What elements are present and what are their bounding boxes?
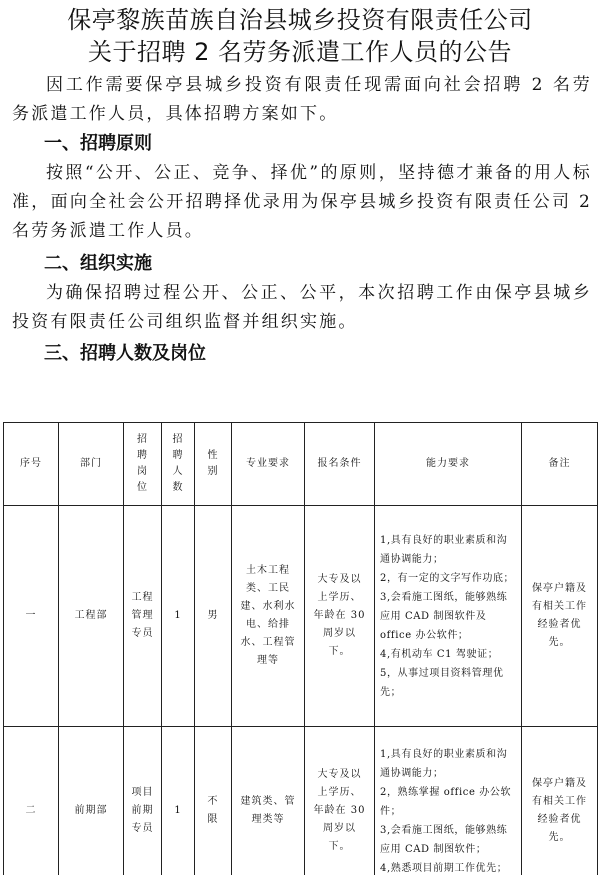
cell-count: 1 bbox=[162, 506, 195, 727]
ability-item: 2，熟练掌握 office 办公软件； bbox=[380, 786, 512, 817]
cell-major: 土木工程类、工民建、水利水电、给排水、工程管理等 bbox=[232, 506, 305, 727]
header-post: 招聘岗位 bbox=[124, 423, 162, 506]
section-1-heading: 一、招聘原则 bbox=[44, 133, 152, 154]
header-seq: 序号 bbox=[4, 423, 59, 506]
ability-item: 4,熟悉项目前期工作优先； bbox=[380, 862, 508, 874]
header-condition: 报名条件 bbox=[305, 423, 375, 506]
ability-item: 1,具有良好的职业素质和沟通协调能力； bbox=[380, 748, 508, 779]
cell-ability bbox=[375, 727, 522, 875]
cell-major: 建筑类、管理类等 bbox=[232, 727, 305, 875]
cell-gender: 不限 bbox=[195, 727, 232, 875]
header-gender: 性别 bbox=[195, 423, 232, 506]
cell-post: 项目前期专员 bbox=[124, 727, 162, 875]
cell-note: 保亭户籍及有相关工作经验者优先。 bbox=[522, 727, 598, 875]
ability-item: 1,具有良好的职业素质和沟通协调能力； bbox=[380, 534, 508, 565]
header-major: 专业要求 bbox=[232, 423, 305, 506]
cell-count: 1 bbox=[162, 727, 195, 875]
header-dept: 部门 bbox=[59, 423, 124, 506]
section-2-heading: 二、组织实施 bbox=[44, 253, 152, 274]
ability-item: 3,会看施工图纸，能够熟练应用 CAD 制图软件； bbox=[380, 824, 508, 855]
cell-condition: 大专及以上学历、年龄在 30 周岁以下。 bbox=[305, 727, 375, 875]
ability-item: 3,会看施工图纸，能够熟练应用 CAD 制图软件及 office 办公软件； bbox=[380, 591, 508, 641]
ability-item: 2，有一定的文字写作功底； bbox=[380, 572, 515, 584]
title-line-2: 关于招聘 2 名劳务派遣工作人员的公告 bbox=[87, 38, 513, 66]
ability-item: 5，从事过项目资料管理优先； bbox=[380, 667, 504, 698]
cell-seq: 一 bbox=[4, 506, 59, 727]
table-row bbox=[4, 506, 598, 727]
section-1-body: 按照“公开、公正、竞争、择优”的原则，坚持德才兼备的用人标准，面向全社会公开招聘择优录用为保亭县城乡投资有限责任公司 2 名劳务派遣工作人员。 bbox=[12, 163, 592, 241]
section-3-heading: 三、招聘人数及岗位 bbox=[44, 343, 206, 364]
cell-post: 工程管理专员 bbox=[124, 506, 162, 727]
cell-dept: 工程部 bbox=[59, 506, 124, 727]
recruitment-table bbox=[3, 422, 598, 875]
cell-dept: 前期部 bbox=[59, 727, 124, 875]
header-note: 备注 bbox=[522, 423, 598, 506]
cell-seq: 二 bbox=[4, 727, 59, 875]
table-row bbox=[4, 727, 598, 875]
cell-ability bbox=[375, 506, 522, 727]
section-2-body: 为确保招聘过程公开、公正、公平，本次招聘工作由保亭县城乡投资有限责任公司组织监督并组织实施。 bbox=[12, 283, 592, 332]
cell-gender: 男 bbox=[195, 506, 232, 727]
cell-condition: 大专及以上学历、年龄在 30 周岁以下。 bbox=[305, 506, 375, 727]
header-count: 招聘人数 bbox=[162, 423, 195, 506]
intro-paragraph: 因工作需要保亭县城乡投资有限责任现需面向社会招聘 2 名劳务派遣工作人员，具体招聘方案如下。 bbox=[12, 75, 592, 124]
cell-note: 保亭户籍及有相关工作经验者优先。 bbox=[522, 506, 598, 727]
title-line-1: 保亭黎族苗族自治县城乡投资有限责任公司 bbox=[67, 6, 533, 34]
header-ability: 能力要求 bbox=[375, 423, 522, 506]
ability-item: 4,有机动车 C1 驾驶证； bbox=[380, 648, 499, 660]
table-header-row bbox=[4, 423, 598, 506]
